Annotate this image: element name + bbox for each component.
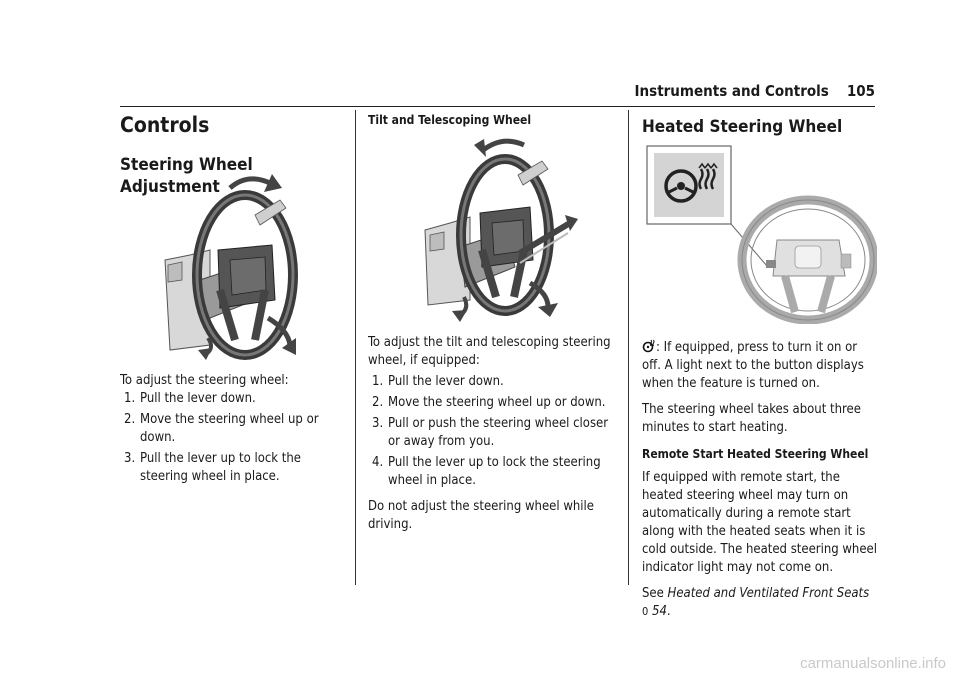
tilt-telescoping-wheel-illustration bbox=[420, 135, 580, 325]
heated-steering-wheel-icon bbox=[642, 339, 656, 353]
column-divider-2 bbox=[628, 110, 629, 585]
tilt-steps bbox=[368, 373, 620, 490]
adjust-steps bbox=[120, 390, 345, 486]
list-item: 3. Pull the lever up to lock the steering wheel in place. bbox=[124, 451, 301, 484]
section-heading: Heated Steering Wheel bbox=[642, 117, 843, 137]
column-3 bbox=[642, 116, 877, 138]
list-item: 2. Move the steering wheel up or down. bbox=[124, 412, 319, 445]
column-1-text bbox=[120, 372, 345, 486]
list-item: 1. Pull the lever down. bbox=[124, 391, 256, 406]
remote-start-description: If equipped with remote start, the heated steering wheel may turn on automatically during a remote start along with the heated seats when it is cold outside. The heated steering wheel indicator light may not come on. bbox=[642, 470, 877, 575]
driving-warning: Do not adjust the steering wheel while driving. bbox=[368, 499, 594, 532]
list-item: 1. Pull the lever down. bbox=[372, 374, 504, 389]
column-2-text bbox=[368, 334, 620, 534]
list-item: 3. Pull or push the steering wheel closer or away from you. bbox=[372, 416, 609, 449]
figure-caption: Tilt and Telescoping Wheel bbox=[368, 113, 532, 127]
running-header bbox=[120, 82, 875, 104]
heated-wheel-description: : If equipped, press to turn it on or off. A light next to the button displays when the feature is turned on. bbox=[642, 340, 864, 391]
column-2 bbox=[368, 112, 618, 128]
list-item: 2. Move the steering wheel up or down. bbox=[372, 395, 606, 410]
cross-reference: See Heated and Ventilated Front Seats 0 54. bbox=[642, 586, 870, 619]
section-title: Instruments and Controls bbox=[634, 82, 829, 100]
column-3-text bbox=[642, 339, 877, 621]
list-item: 4. Pull the lever up to lock the steering wheel in place. bbox=[372, 455, 601, 488]
header-rule bbox=[120, 106, 875, 107]
watermark: carmanualsonline.info bbox=[800, 655, 946, 672]
page-number: 105 bbox=[846, 82, 875, 100]
heated-steering-wheel-illustration bbox=[645, 144, 877, 324]
section-heading: Steering Wheel Adjustment bbox=[120, 155, 253, 197]
adjust-intro: To adjust the steering wheel: bbox=[120, 373, 289, 388]
cross-reference-page[interactable]: 54 bbox=[652, 604, 667, 619]
steering-wheel-adjustment-illustration bbox=[160, 170, 305, 360]
heating-time-note: The steering wheel takes about three minutes to start heating. bbox=[642, 402, 861, 435]
page-title: Controls bbox=[120, 113, 210, 137]
tilt-intro: To adjust the tilt and telescoping steering wheel, if equipped: bbox=[368, 335, 611, 368]
cross-reference-link[interactable]: Heated and Ventilated Front Seats bbox=[667, 586, 870, 601]
page-reference-icon: 0 bbox=[642, 605, 649, 618]
subsection-heading: Remote Start Heated Steering Wheel bbox=[642, 447, 869, 461]
column-divider-1 bbox=[355, 110, 356, 585]
